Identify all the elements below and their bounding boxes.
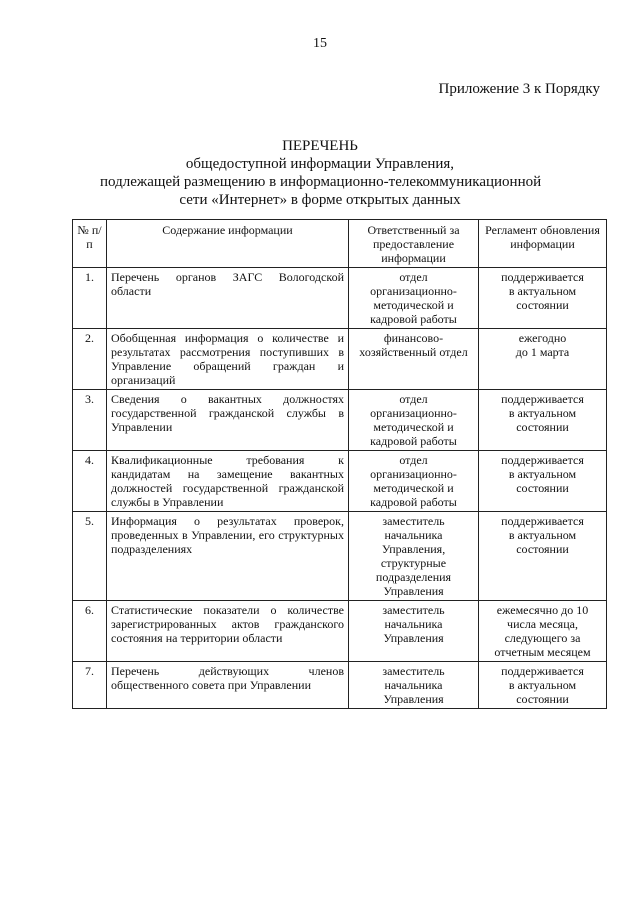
row-number: 7. <box>73 662 107 709</box>
row-responsible <box>349 512 479 601</box>
header-num: № п/п <box>73 220 107 268</box>
row-responsible <box>349 268 479 329</box>
table-row <box>73 512 607 601</box>
row-content: Обобщенная информация о количестве и результатах рассмотрения поступивших в Управление обращений граждан и организаций <box>107 329 349 390</box>
title-line-1: ПЕРЕЧЕНЬ <box>282 138 358 154</box>
responsible-line: начальника <box>384 678 443 692</box>
responsible-line: методической и <box>373 420 454 434</box>
schedule-line: поддерживается <box>501 392 584 406</box>
schedule-line: в актуальном <box>508 528 577 542</box>
schedule-line: в актуальном <box>508 678 577 692</box>
responsible-line: Управления <box>383 692 444 706</box>
row-responsible <box>349 329 479 390</box>
row-number: 5. <box>73 512 107 601</box>
responsible-line: организационно- <box>370 467 457 481</box>
responsible-line: Управления, <box>381 542 446 556</box>
responsible-line: хозяйственный отдел <box>359 345 468 359</box>
schedule-line: состоянии <box>516 420 569 434</box>
row-responsible <box>349 390 479 451</box>
schedule-line: в актуальном <box>508 284 577 298</box>
table-row <box>73 268 607 329</box>
responsible-line: методической и <box>373 298 454 312</box>
schedule-line: поддерживается <box>501 453 584 467</box>
responsible-line: отдел <box>399 392 428 406</box>
table-header-row <box>73 220 607 268</box>
appendix-label: Приложение 3 к Порядку <box>438 81 600 97</box>
row-content: Сведения о вакантных должностях государственной гражданской службы в Управлении <box>107 390 349 451</box>
responsible-line: кадровой работы <box>370 434 457 448</box>
row-schedule <box>479 268 607 329</box>
table-row <box>73 329 607 390</box>
row-responsible <box>349 662 479 709</box>
row-responsible <box>349 451 479 512</box>
schedule-line: поддерживается <box>501 664 584 678</box>
responsible-line: отдел <box>399 270 428 284</box>
table-row <box>73 451 607 512</box>
row-number: 4. <box>73 451 107 512</box>
responsible-line: кадровой работы <box>370 495 457 509</box>
schedule-line: ежегодно <box>518 331 567 345</box>
row-content: Статистические показатели о количестве зарегистрированных актов гражданского состояния на территории области <box>107 601 349 662</box>
information-table <box>72 219 607 709</box>
row-content: Квалификационные требования к кандидатам на замещение вакантных должностей государственной гражданской службы в Управлении <box>107 451 349 512</box>
responsible-line: методической и <box>373 481 454 495</box>
schedule-line: состоянии <box>516 692 569 706</box>
schedule-line: следующего за <box>504 631 581 645</box>
schedule-line: состоянии <box>516 298 569 312</box>
responsible-line: Управления <box>383 584 444 598</box>
header-responsible: Ответственный за предоставление информации <box>349 220 479 268</box>
table-body <box>73 268 607 709</box>
schedule-line: до 1 марта <box>515 345 570 359</box>
responsible-line: финансово- <box>383 331 444 345</box>
row-schedule <box>479 329 607 390</box>
title-line-4: сети «Интернет» в форме открытых данных <box>179 192 461 208</box>
row-responsible <box>349 601 479 662</box>
schedule-line: состоянии <box>516 481 569 495</box>
row-schedule <box>479 601 607 662</box>
schedule-line: отчетным месяцем <box>494 645 591 659</box>
responsible-line: заместитель <box>382 603 445 617</box>
row-schedule <box>479 451 607 512</box>
row-number: 1. <box>73 268 107 329</box>
schedule-line: состоянии <box>516 542 569 556</box>
row-number: 3. <box>73 390 107 451</box>
schedule-line: в актуальном <box>508 406 577 420</box>
document-title <box>100 137 540 209</box>
responsible-line: начальника <box>384 617 443 631</box>
responsible-line: подразделения <box>375 570 452 584</box>
row-schedule <box>479 662 607 709</box>
responsible-line: заместитель <box>382 514 445 528</box>
responsible-line: кадровой работы <box>370 312 457 326</box>
responsible-line: Управления <box>383 631 444 645</box>
page-number: 15 <box>313 36 327 51</box>
schedule-line: ежемесячно до 10 <box>496 603 589 617</box>
responsible-line: структурные <box>380 556 447 570</box>
title-line-2: общедоступной информации Управления, <box>185 156 455 172</box>
table-row <box>73 601 607 662</box>
responsible-line: заместитель <box>382 664 445 678</box>
responsible-line: отдел <box>399 453 428 467</box>
responsible-line: организационно- <box>370 284 457 298</box>
row-content: Информация о результатах проверок, проведенных в Управлении, его структурных подразделениях <box>107 512 349 601</box>
table-row <box>73 662 607 709</box>
row-content: Перечень органов ЗАГС Вологодской области <box>107 268 349 329</box>
schedule-line: в актуальном <box>508 467 577 481</box>
schedule-line: числа месяца, <box>507 617 578 631</box>
row-content: Перечень действующих членов общественного совета при Управлении <box>107 662 349 709</box>
row-number: 2. <box>73 329 107 390</box>
row-number: 6. <box>73 601 107 662</box>
responsible-line: начальника <box>384 528 443 542</box>
row-schedule <box>479 512 607 601</box>
row-schedule <box>479 390 607 451</box>
responsible-line: организационно- <box>370 406 457 420</box>
table-row <box>73 390 607 451</box>
title-line-3: подлежащей размещению в информационно-телекоммуникационной <box>100 174 542 190</box>
header-schedule: Регламент обновления информации <box>479 220 607 268</box>
schedule-line: поддерживается <box>501 514 584 528</box>
schedule-line: поддерживается <box>501 270 584 284</box>
header-content: Содержание информации <box>107 220 349 268</box>
